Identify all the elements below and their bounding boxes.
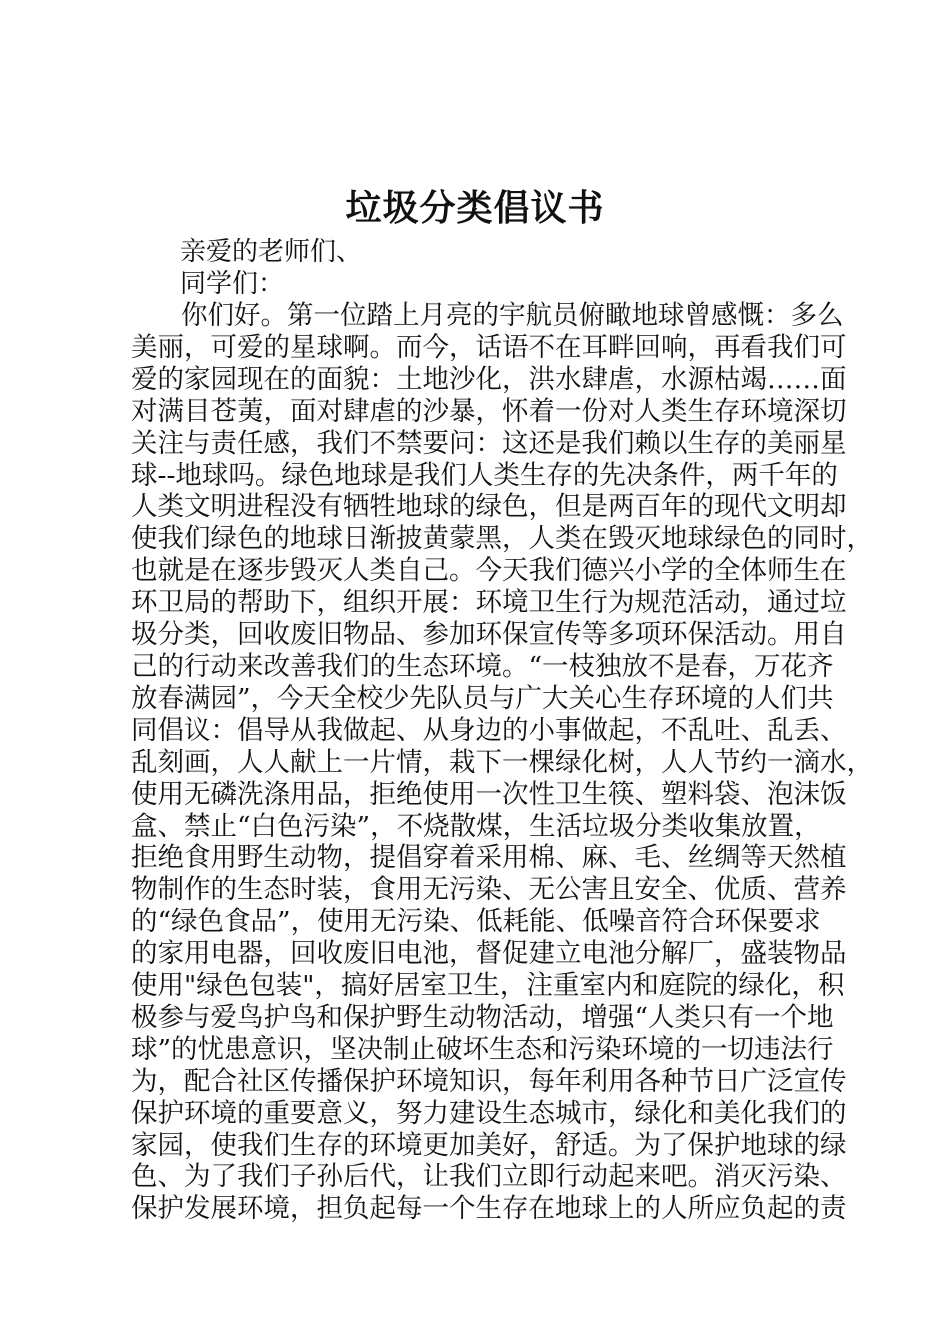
body-line: 为，配合社区传播保护环境知识，每年利用各种节日广泛宣传 <box>131 1065 847 1097</box>
body-line: 圾分类，回收废旧物品、参加环保宣传等多项环保活动。用自 <box>131 619 847 651</box>
body-line: 也就是在逐步毁灭人类自己。今天我们德兴小学的全体师生在 <box>131 555 847 587</box>
body-line: 使我们绿色的地球日渐披黄蒙黑，人类在毁灭地球绿色的同时， <box>131 523 873 555</box>
body-line: 同倡议：倡导从我做起、从身边的小事做起，不乱吐、乱丢、 <box>131 714 847 746</box>
body-line: 保护发展环境，担负起每一个生存在地球上的人所应负起的责 <box>131 1193 847 1225</box>
body-line: 极参与爱鸟护鸟和保护野生动物活动，增强“人类只有一个地 <box>131 1001 834 1033</box>
body-line: 乱刻画，人人献上一片情，栽下一棵绿化树，人人节约一滴水， <box>131 746 873 778</box>
body-line: 对满目苍荑，面对肆虐的沙暴，怀着一份对人类生存环境深切 <box>131 395 847 427</box>
body-line: 使用"绿色包装"，搞好居室卫生，注重室内和庭院的绿化，积 <box>131 970 845 1002</box>
body-line: 家园，使我们生存的环境更加美好，舒适。为了保护地球的绿 <box>131 1129 847 1161</box>
salutation-line-1: 亲爱的老师们、 <box>180 237 363 267</box>
body-line: 人类文明进程没有牺牲地球的绿色，但是两百年的现代文明却 <box>131 491 847 523</box>
body-line: 盒、禁止“白色污染”，不烧散煤，生活垃圾分类收集放置， <box>131 810 821 842</box>
body-line: 的家用电器，回收废旧电池，督促建立电池分解厂，盛装物品 <box>131 938 847 970</box>
salutation-line-2: 同学们： <box>180 269 285 299</box>
body-line: 保护环境的重要意义，努力建设生态城市，绿化和美化我们的 <box>131 1097 847 1129</box>
body-line: 你们好。第一位踏上月亮的宇航员俯瞰地球曾感慨：多么 <box>181 300 844 331</box>
body-line: 拒绝食用野生动物，提倡穿着采用棉、麻、毛、丝绸等天然植 <box>131 842 847 874</box>
body-line: 色、为了我们子孙后代，让我们立即行动起来吧。消灭污染、 <box>131 1161 847 1193</box>
body-line: 放春满园”，今天全校少先队员与广大关心生存环境的人们共 <box>131 682 834 714</box>
body-line: 使用无磷洗涤用品，拒绝使用一次性卫生筷、塑料袋、泡沫饭 <box>131 778 847 810</box>
body-line: 己的行动来改善我们的生态环境。“一枝独放不是春，万花齐 <box>131 650 834 682</box>
body-line: 环卫局的帮助下，组织开展：环境卫生行为规范活动，通过垃 <box>131 587 847 619</box>
body-line: 球”的忧患意识，坚决制止破坏生态和污染环境的一切违法行 <box>131 1033 834 1065</box>
body-line: 关注与责任感，我们不禁要问：这还是我们赖以生存的美丽星 <box>131 427 847 459</box>
body-line: 球--地球吗。绿色地球是我们人类生存的先决条件，两千年的 <box>131 459 838 491</box>
body-line: 爱的家园现在的面貌：土地沙化，洪水肆虐，水源枯竭……面 <box>131 363 847 395</box>
body-paragraph <box>131 300 873 1225</box>
body-line: 的“绿色食品”，使用无污染、低耗能、低噪音符合环保要求 <box>131 906 821 938</box>
document-title: 垃圾分类倡议书 <box>345 188 605 229</box>
body-line: 物制作的生态时装，食用无污染、无公害且安全、优质、营养 <box>131 874 847 906</box>
body-line: 美丽，可爱的星球啊。而今，话语不在耳畔回响，再看我们可 <box>131 331 847 363</box>
